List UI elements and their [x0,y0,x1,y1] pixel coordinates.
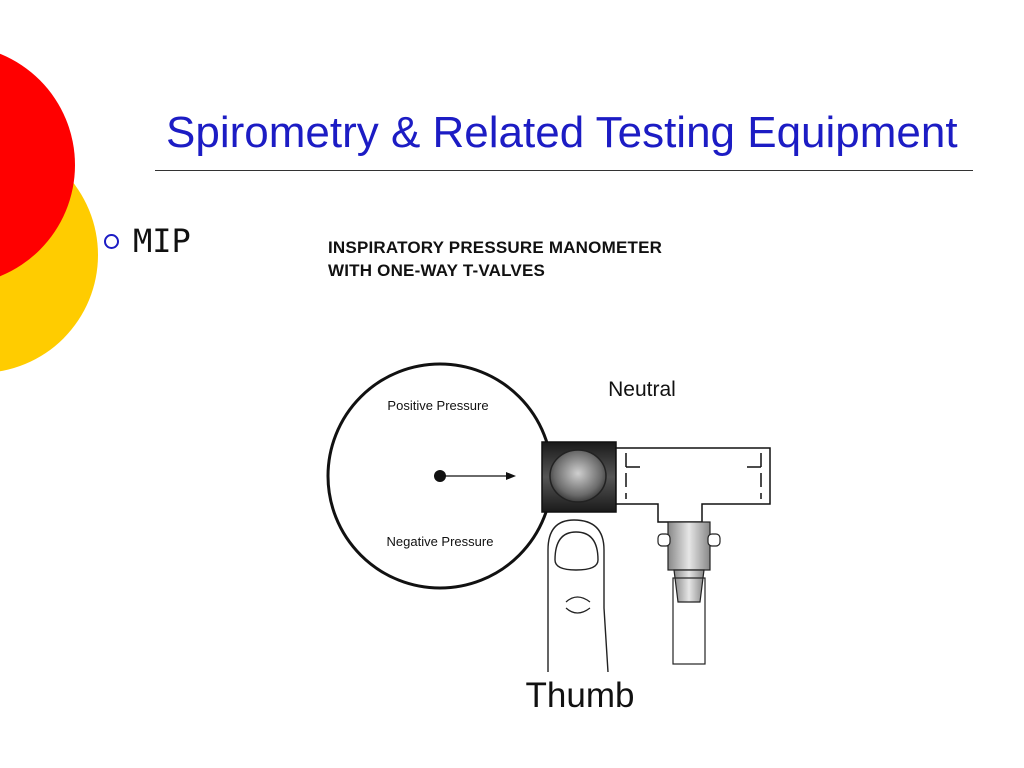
slide-title: Spirometry & Related Testing Equipment [166,108,958,157]
mouthpiece-collar [668,522,710,570]
thumb-label: Thumb [525,676,635,715]
figure-heading-line2: WITH ONE-WAY T-VALVES [328,261,546,280]
t-valve-tube [616,448,770,522]
thumb-nail [555,532,598,570]
positive-pressure-label: Positive Pressure [387,398,489,413]
negative-pressure-label: Negative Pressure [386,534,494,549]
mouthpiece-clip-right [708,534,720,546]
connector-knob [550,450,606,502]
bullet-text: MIP [133,222,191,260]
neutral-label: Neutral [608,378,676,401]
mouthpiece-clip-left [658,534,670,546]
figure-heading-line1: INSPIRATORY PRESSURE MANOMETER [328,238,663,257]
mouthpiece-taper [674,570,704,602]
